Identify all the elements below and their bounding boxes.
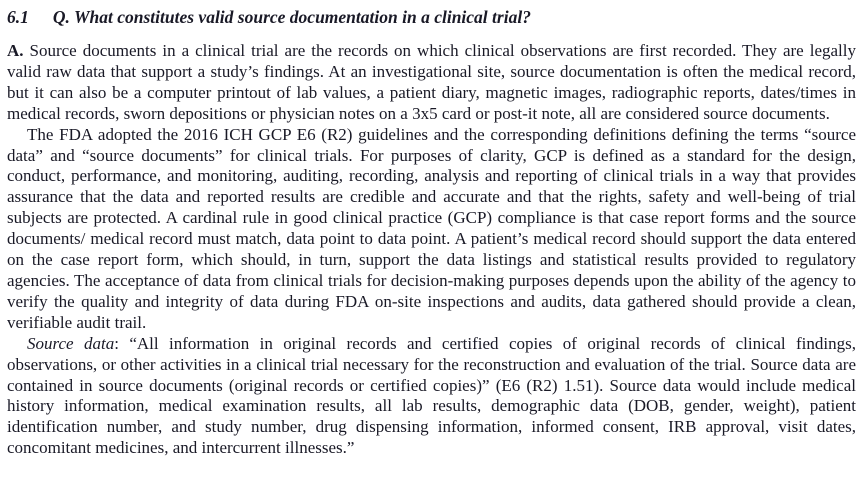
- question-title: Q. What constitutes valid source documentation in a clinical trial?: [52, 7, 531, 27]
- source-data-term: Source data: [27, 333, 115, 353]
- answer-label: A.: [7, 41, 24, 60]
- paragraph-fda-gcp: [7, 125, 856, 334]
- section-number: 6.1: [7, 7, 29, 27]
- section-heading: [7, 7, 856, 28]
- paragraph-answer: [7, 41, 856, 125]
- answer-text: Source documents in a clinical trial are the records on which clinical observations are first recorded. They are legally valid raw data that support a study’s findings. At an investigational site, source documentation is often the medical record, but it can also be a computer printout of lab values, a patient diary, magnetic images, radiographic reports, dates/times in medical records, sworn depositions or physician notes on a 3x5 card or post-it note, all are considered source documents.: [7, 41, 856, 123]
- paragraph-source-data-definition: [7, 334, 856, 459]
- fda-gcp-text: The FDA adopted the 2016 ICH GCP E6 (R2) guidelines and the corresponding definitions defining the terms “source data” and “source documents” for clinical trials. For purposes of clarity, GCP is defined as a standard for the design, conduct, performance, and monitoring, auditing, recording, analysis and reporting of clinical trials in a way that provides assurance that the data and reported results are credible and accurate and that the rights, safety and well-being of trial subjects are protected. A cardinal rule in good clinical practice (GCP) compliance is that case report forms and the source documents/ medical record must match, data point to data point. A patient’s medical record should support the data entered on the case report form, which should, in turn, support the data listings and statistical results provided to regulatory agencies. The acceptance of data from clinical trials for decision-making purposes depends upon the ability of the agency to verify the quality and integrity of data during FDA on-site inspections and audits, data gathered should provide a clean, verifiable audit trail.: [7, 124, 856, 332]
- source-data-definition-text: : “All information in original records and certified copies of original records of clinical findings, observations, or other activities in a clinical trial necessary for the reconstruction and evaluation of the trial. Source data are contained in source documents (original records or certified copies)” (E6 (R2) 1.51). Source data would include medical history information, medical examination results, all lab results, demographic data (DOB, gender, weight), patient identification number, and study number, drug dispensing information, informed consent, IRB approval, visit dates, concomitant medicines, and intercurrent illnesses.”: [7, 333, 856, 458]
